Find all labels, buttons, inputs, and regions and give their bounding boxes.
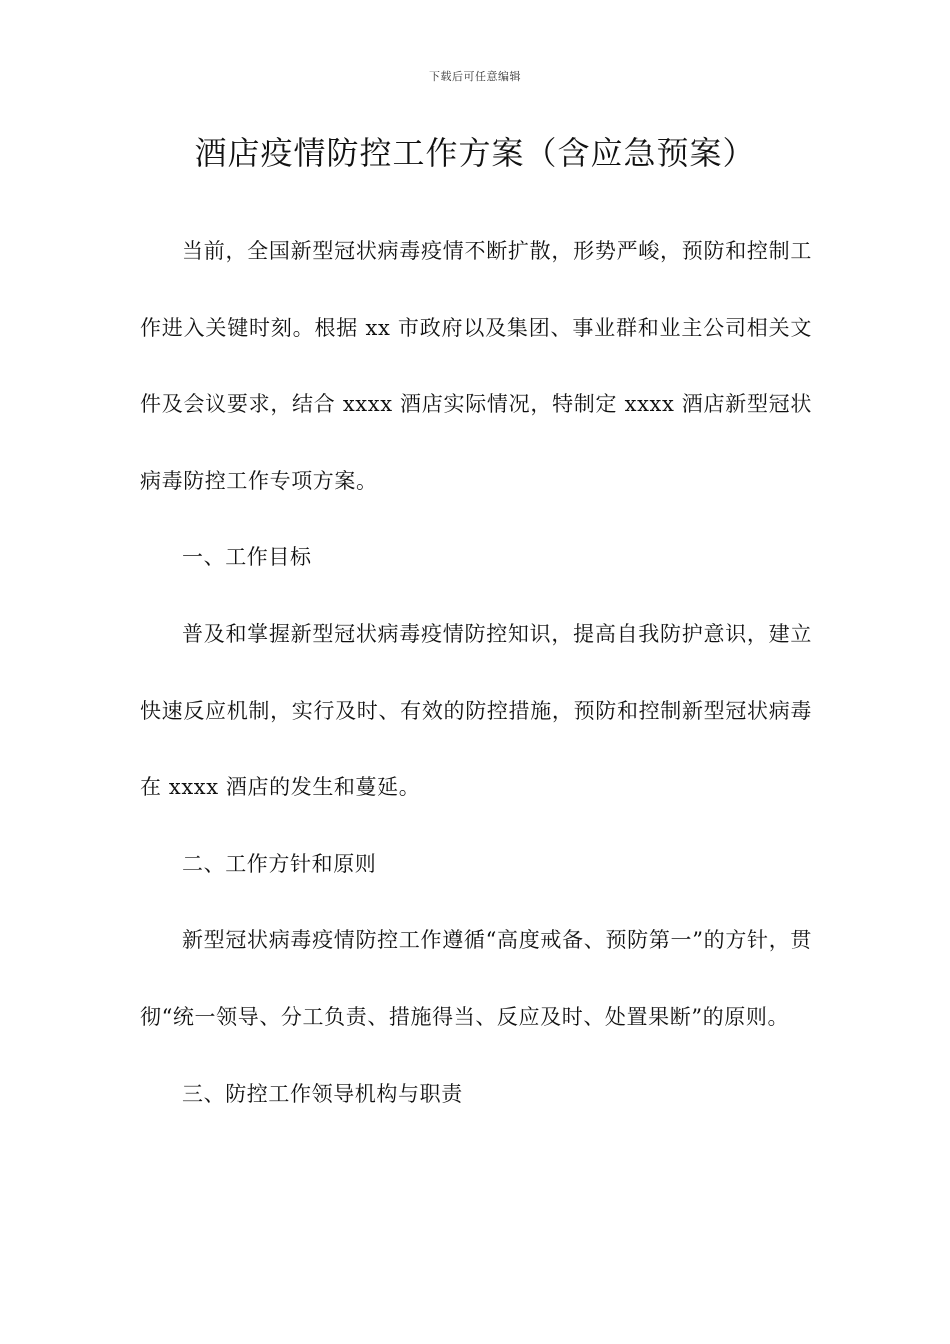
intro-paragraph: 当前，全国新型冠状病毒疫情不断扩散，形势严峻，预防和控制工作进入关键时刻。根据 xx 市政府以及集团、事业群和业主公司相关文件及会议要求，结合 xxxx 酒店实际情况，特制定 xxxx 酒店新型冠状病毒防控工作专项方案。 [140, 239, 812, 493]
section-heading-leadership: 三、防控工作领导机构与职责 [182, 1081, 463, 1106]
principles-paragraph: 新型冠状病毒疫情防控工作遵循“高度戒备、预防第一”的方针，贯彻“统一领导、分工负责、措施得当、反应及时、处置果断”的原则。 [140, 928, 812, 1029]
header-note: 下载后可任意编辑 [429, 70, 521, 83]
document-body [140, 213, 812, 1132]
document-title: 酒店疫情防控工作方案（含应急预案） [194, 134, 756, 172]
section-heading-goals: 一、工作目标 [182, 545, 312, 570]
section-heading-principles: 二、工作方针和原则 [182, 851, 377, 876]
goals-paragraph: 普及和掌握新型冠状病毒疫情防控知识，提高自我防护意识，建立快速反应机制，实行及时、有效的防控措施，预防和控制新型冠状病毒在 xxxx 酒店的发生和蔓延。 [140, 621, 812, 800]
